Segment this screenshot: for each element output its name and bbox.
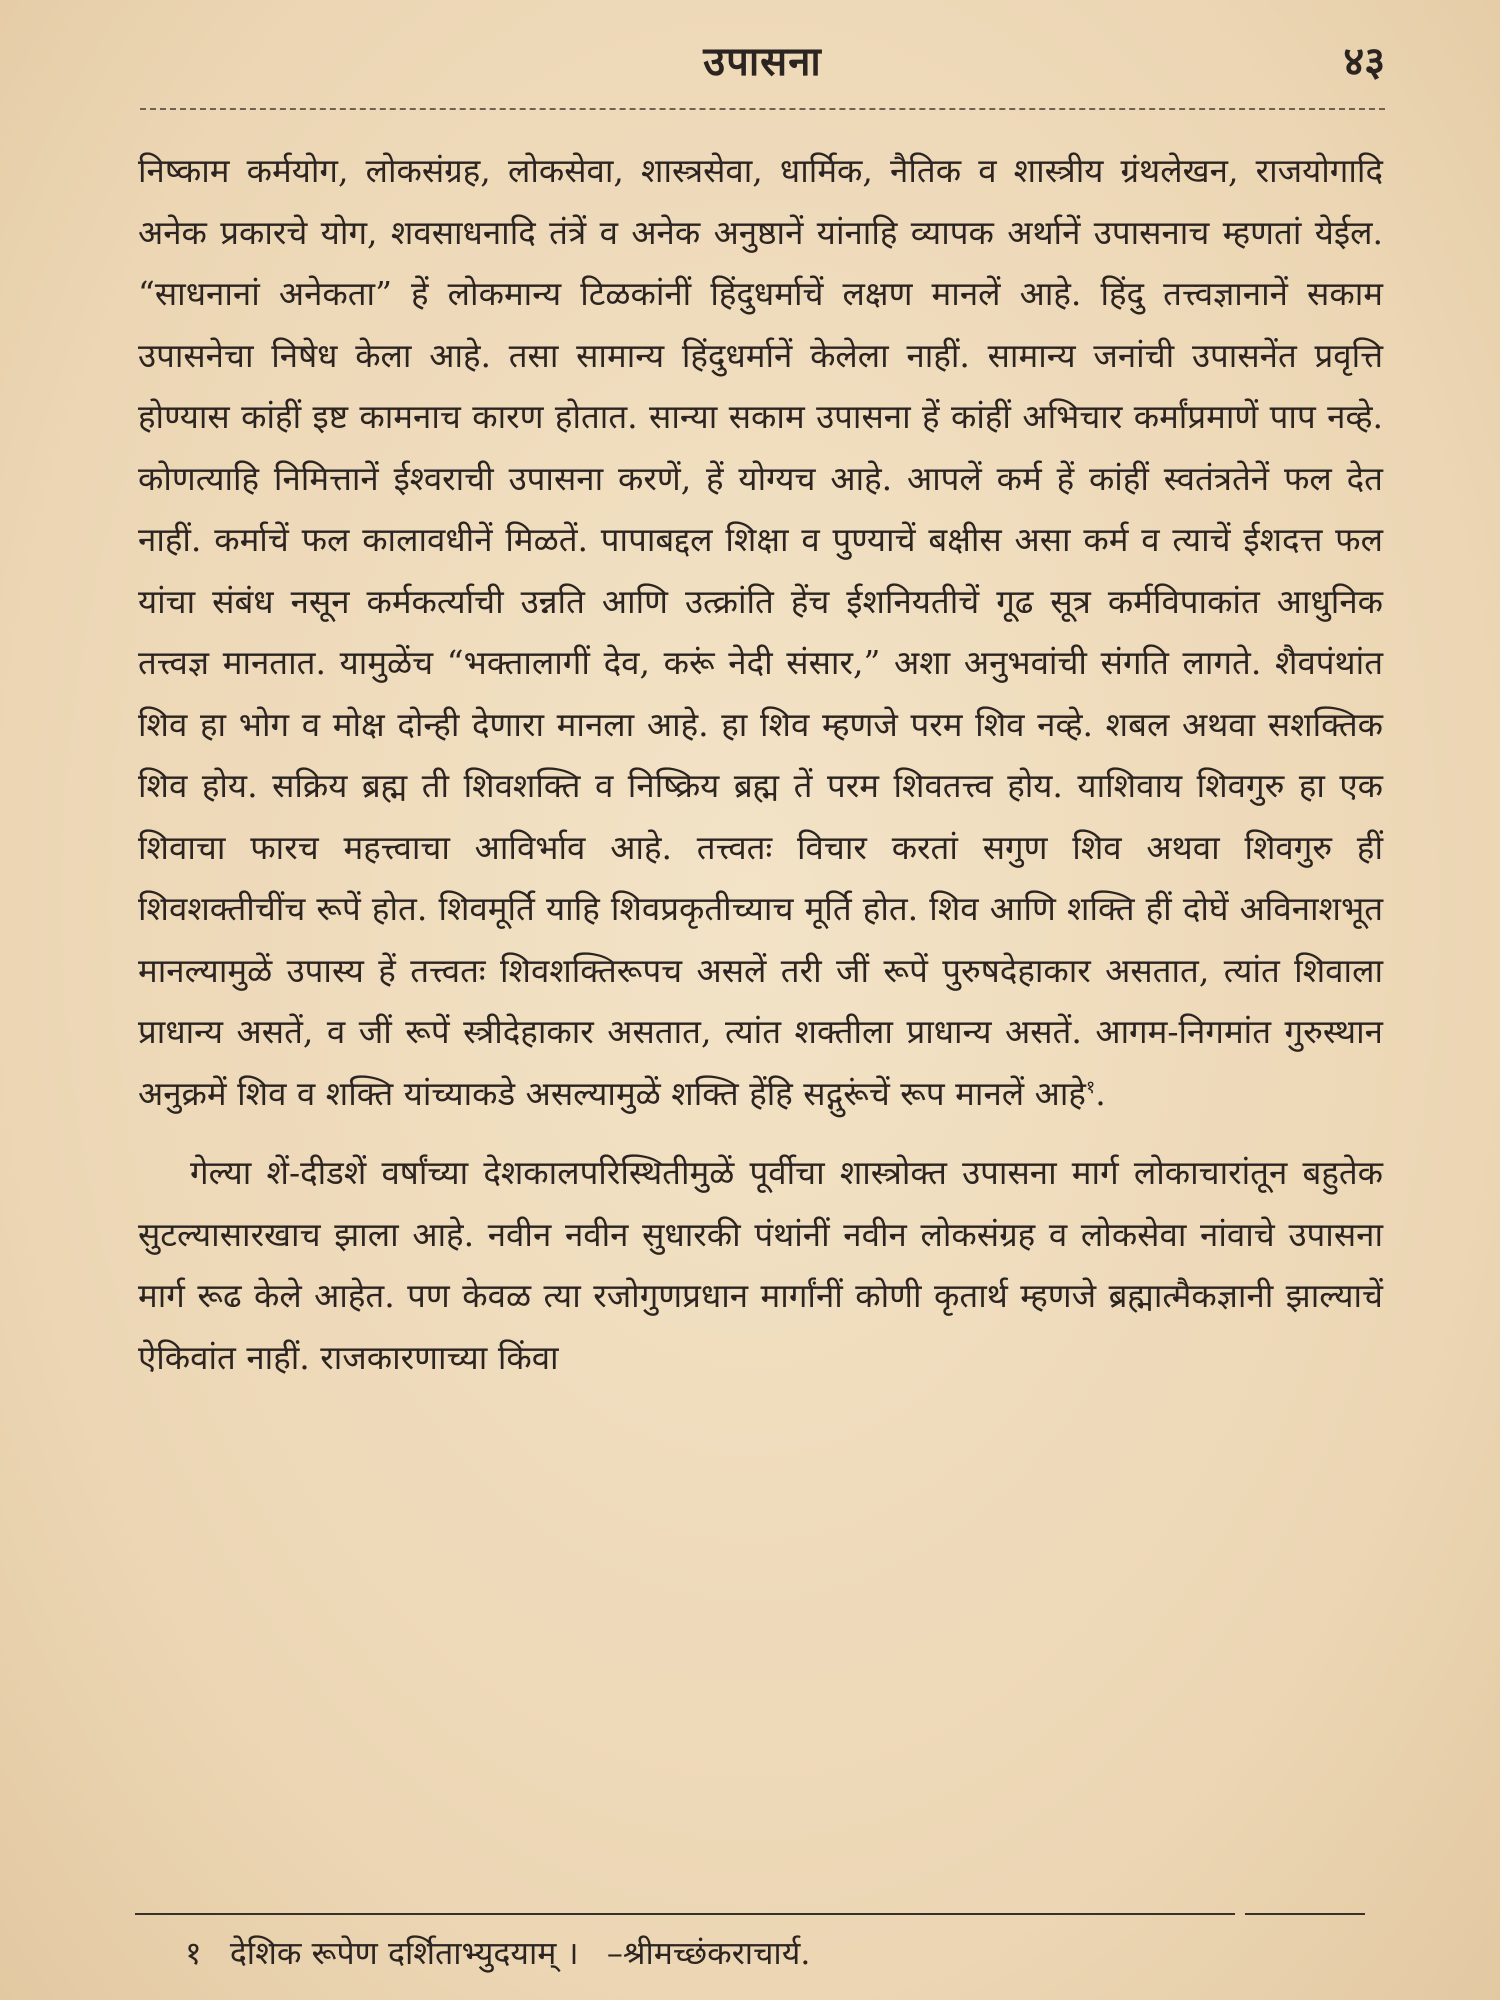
footnote-text: देशिक रूपेण दर्शिताभ्युदयाम् ।	[229, 1934, 579, 1972]
paragraph-1-end: .	[1095, 1073, 1106, 1113]
paragraph-1-text: निष्काम कर्मयोग, लोकसंग्रह, लोकसेवा, शास्त्रसेवा, धार्मिक, नैतिक व शास्त्रीय ग्रंथलेखन, राजयोगादि अनेक प्रकारचे योग, शवसाधनादि तंत्रें व अनेक अनुष्ठानें यांनाहि व्यापक अर्थानें उपासनाच म्हणतां येईल. “साधनानां अनेकता” हें लोकमान्य टिळकांनीं हिंदुधर्माचें लक्षण मानलें आहे. हिंदु तत्त्वज्ञानानें सकाम उपासनेचा निषेध केला आहे. तसा सामान्य हिंदुधर्मानें केलेला नाहीं. सामान्य जनांची उपासनेंत प्रवृत्ति होण्यास कांहीं इष्ट कामनाच कारण होतात. सान्या सकाम उपासना हें कांहीं अभिचार कर्मांप्रमाणें पाप नव्हे. कोणत्याहि निमित्तानें ईश्वराची उपासना करणें, हें योग्यच आहे. आपलें कर्म हें कांहीं स्वतंत्रतेनें फल देत नाहीं. कर्माचें फल कालावधीनें मिळतें. पापाबद्दल शिक्षा व पुण्याचें बक्षीस असा कर्म व त्याचें ईशदत्त फल यांचा संबंध नसून कर्मकर्त्याची उन्नति आणि उत्क्रांति हेंच ईशनियतीचें गूढ सूत्र कर्मविपाकांत आधुनिक तत्त्वज्ञ मानतात. यामुळेंच “भक्तालागीं देव, करूं नेदी संसार,” अशा अनुभवांची संगति लागते. शैवपंथांत शिव हा भोग व मोक्ष दोन्ही देणारा मानला आहे. हा शिव म्हणजे परम शिव नव्हे. शबल अथवा सशक्तिक शिव होय. सक्रिय ब्रह्म ती शिवशक्ति व निष्क्रिय ब्रह्म तें परम शिवतत्त्व होय. याशिवाय शिवगुरु हा एक शिवाचा फारच महत्त्वाचा आविर्भाव आहे. तत्त्वतः विचार करतां सगुण शिव अथवा शिवगुरु हीं शिवशक्तीचींच रूपें होत. शिवमूर्ति याहि शिवप्रकृतीच्याच मूर्ति होत. शिव आणि शक्ति हीं दोघें अविनाशभूत मानल्यामुळें उपास्य हें तत्त्वतः शिवशक्तिरूपच असलें तरी जीं रूपें पुरुषदेहाकार असतात, त्यांत शिवाला प्राधान्य असतें, व जीं रूपें स्त्रीदेहाकार असतात, त्यांत शक्तीला प्राधान्य असतें. आगम-निगमांत गुरुस्थान अनुक्रमें शिव व शक्ति यांच्याकडे असल्यामुळें शक्ति हेंहि सद्गुरूंचें रूप मानलें आहे	[138, 151, 1383, 1113]
footnote	[185, 1930, 1335, 1976]
page-header	[140, 28, 1385, 88]
body-text	[138, 140, 1383, 1388]
paragraph-1	[138, 140, 1383, 1124]
footnote-attribution: –श्रीमच्छंकराचार्य.	[606, 1934, 811, 1972]
footnote-divider-right	[1245, 1913, 1365, 1915]
footnote-number: १	[185, 1934, 202, 1972]
running-head: उपासना	[703, 38, 822, 85]
header-divider	[140, 108, 1385, 116]
page-number: ४३	[1343, 38, 1385, 85]
footnote-marker: १	[1085, 1076, 1096, 1098]
footnote-divider	[135, 1913, 1235, 1915]
paragraph-2: गेल्या शें-दीडशें वर्षांच्या देशकालपरिस्थितीमुळें पूर्वीचा शास्त्रोक्त उपासना मार्ग लोकाचारांतून बहुतेक सुटल्यासारखाच झाला आहे. नवीन नवीन सुधारकी पंथांनीं नवीन लोकसंग्रह व लोकसेवा नांवाचे उपासना मार्ग रूढ केले आहेत. पण केवळ त्या रजोगुणप्रधान मार्गांनीं कोणी कृतार्थ म्हणजे ब्रह्मात्मैकज्ञानी झाल्याचें ऐकिवांत नाहीं. राजकारणाच्या किंवा	[138, 1153, 1383, 1377]
